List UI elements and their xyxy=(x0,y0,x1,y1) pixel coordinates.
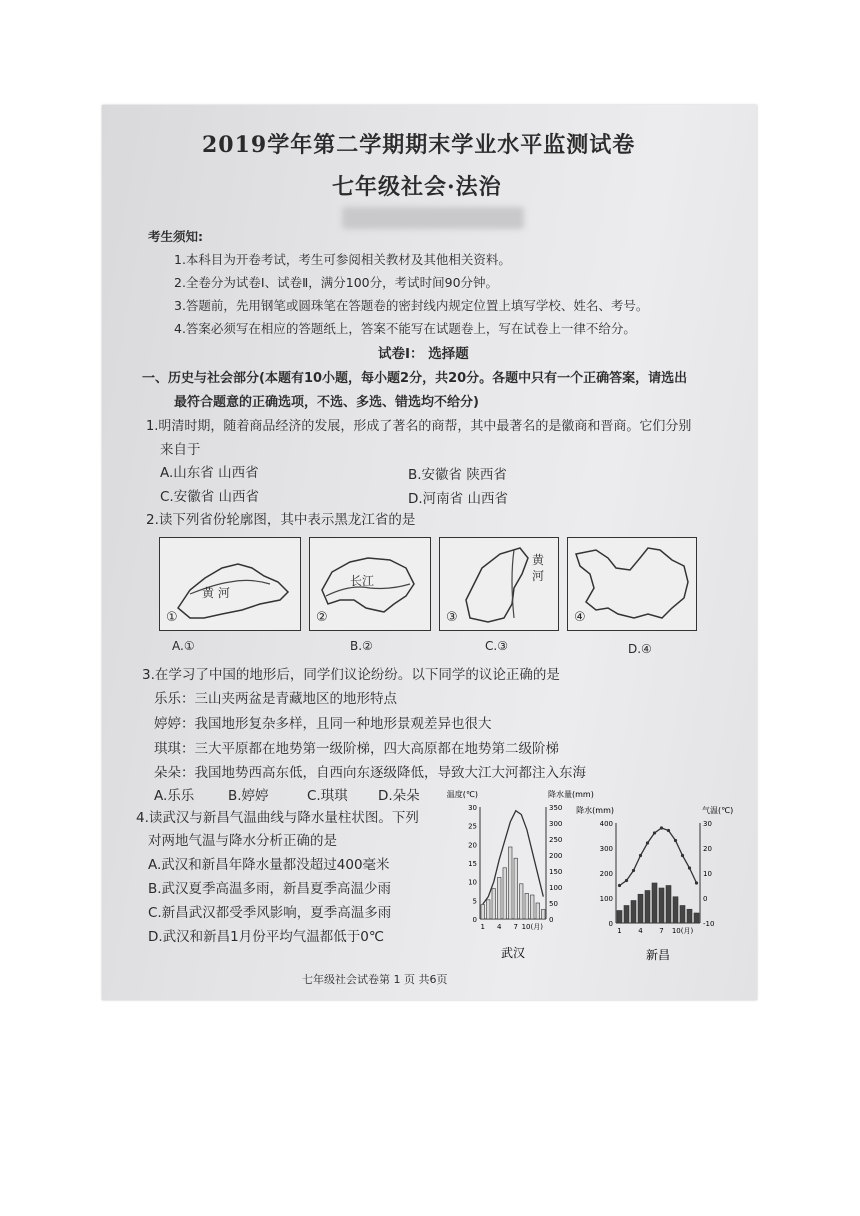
y-tick-left: 400 xyxy=(599,820,613,828)
notice-heading: 考生须知: xyxy=(148,229,203,244)
map-number: ④ xyxy=(574,610,586,625)
map-label: 黄 河 xyxy=(202,586,230,600)
q1-option-b[interactable]: B.安徽省 陕西省 xyxy=(408,467,507,483)
q4-option-a[interactable]: A.武汉和新昌年降水量都没超过400毫米 xyxy=(148,857,390,873)
y-tick-right: 250 xyxy=(549,836,563,844)
page-footer: 七年级社会试卷第 1 页 共6页 xyxy=(302,973,448,986)
q1-stem-cont: 来自于 xyxy=(160,442,201,458)
precip-bar xyxy=(520,884,524,919)
map-4 xyxy=(567,537,697,631)
y-tick-right: 30 xyxy=(703,820,712,828)
y-tick-right: 150 xyxy=(549,868,563,876)
y-tick-right: 50 xyxy=(549,900,558,908)
notice-item: 2.全卷分为试卷Ⅰ、试卷Ⅱ，满分100分，考试时间90分钟。 xyxy=(174,275,499,290)
notice-item: 1.本科目为开卷考试，考生可参阅相关教材及其他相关资料。 xyxy=(174,252,511,267)
precip-bar xyxy=(536,903,540,919)
map-label: 长江 xyxy=(350,574,375,588)
y-tick-right: 10 xyxy=(703,870,712,878)
y-tick-left: 5 xyxy=(472,897,477,906)
y-tick-left: 0 xyxy=(472,916,477,924)
climate-chart-wuhan xyxy=(446,785,594,965)
chart-xinchang-svg xyxy=(576,791,734,966)
x-tick: 1 xyxy=(617,927,622,935)
q4-option-b[interactable]: B.武汉夏季高温多雨，新昌夏季高温少雨 xyxy=(148,881,392,897)
map-label: 黄 河 xyxy=(532,553,545,583)
map-number: ① xyxy=(166,610,178,625)
y-tick-left: 30 xyxy=(468,804,477,812)
y-tick-left: 100 xyxy=(599,895,613,903)
map-3 xyxy=(439,537,559,631)
precip-bar xyxy=(503,868,507,919)
precip-bar xyxy=(481,905,485,919)
q2-option-c[interactable]: C.③ xyxy=(485,639,508,653)
precip-bar xyxy=(652,883,657,923)
precip-bar xyxy=(645,891,650,924)
precip-bar xyxy=(514,858,518,919)
q4-stem-cont: 对两地气温与降水分析正确的是 xyxy=(148,833,337,849)
climate-chart-xinchang xyxy=(576,791,734,966)
y-tick-right: 350 xyxy=(549,804,563,812)
q3-option-b[interactable]: B.婷婷 xyxy=(228,788,269,804)
notice-item: 4.答案必须写在相应的答题纸上，答案不能写在试题卷上，写在试卷上一律不给分。 xyxy=(174,321,636,336)
notice-item: 3.答题前，先用钢笔或圆珠笔在答题卷的密封线内规定位置上填写学校、姓名、考号。 xyxy=(174,298,649,313)
x-tick: 1 xyxy=(480,923,485,931)
y-tick-left: 10 xyxy=(468,878,477,887)
precip-bar xyxy=(659,888,664,923)
precip-bar xyxy=(624,906,629,924)
paper-title: 试卷Ⅰ： 选择题 xyxy=(378,346,469,362)
q3-option-d[interactable]: D.朵朵 xyxy=(378,788,420,804)
y-tick-right: 20 xyxy=(703,845,712,853)
x-tick: 7 xyxy=(659,927,664,935)
q1-option-a[interactable]: A.山东省 山西省 xyxy=(160,465,259,481)
q2-stem: 2.读下列省份轮廓图，其中表示黑龙江省的是 xyxy=(146,512,416,528)
y-tick-left: 200 xyxy=(599,870,613,878)
x-tick: 4 xyxy=(497,923,502,931)
y-tick-left: 300 xyxy=(599,845,613,853)
chart-title: 武汉 xyxy=(500,946,526,960)
precip-bar xyxy=(487,900,491,919)
q3-stem: 3.在学习了中国的地形后，同学们议论纷纷。以下同学的议论正确的是 xyxy=(142,667,560,683)
x-tick: 10(月) xyxy=(521,923,543,931)
exam-title: 2019学年第二学期期末学业水平监测试卷 xyxy=(202,132,636,158)
precip-bar xyxy=(666,886,671,924)
y-tick-right: 100 xyxy=(549,884,563,892)
q1-stem: 1.明清时期，随着商品经济的发展，形成了著名的商帮，其中最著名的是徽商和晋商。它们分别 xyxy=(146,419,692,434)
precip-bar xyxy=(509,847,513,919)
precip-bar xyxy=(680,906,685,924)
q3-statement: 琪琪：三大平原都在地势第一级阶梯，四大高原都在地势第二级阶梯 xyxy=(154,741,559,757)
province-outline xyxy=(178,564,288,618)
province-outline xyxy=(576,548,688,618)
q4-option-d[interactable]: D.武汉和新昌1月份平均气温都低于0℃ xyxy=(148,929,385,945)
precip-bar xyxy=(694,913,699,923)
x-tick: 10(月) xyxy=(671,927,694,935)
precip-bar xyxy=(525,893,529,919)
q4-option-c[interactable]: C.新昌武汉都受季风影响，夏季高温多雨 xyxy=(148,905,392,921)
y-tick-left: 15 xyxy=(468,860,477,868)
y-tick-left: 0 xyxy=(608,920,613,928)
q2-option-a[interactable]: A.① xyxy=(172,639,195,653)
precip-bar xyxy=(673,897,678,923)
q3-option-a[interactable]: A.乐乐 xyxy=(154,788,195,804)
chart-wuhan-svg xyxy=(446,785,594,965)
y-tick-right: 300 xyxy=(549,820,563,828)
exam-sheet xyxy=(102,105,757,1000)
section-heading: 一、历史与社会部分(本题有10小题，每小题2分，共20分。各题中只有一个正确答案，请选出 xyxy=(142,371,688,386)
province-outline xyxy=(466,548,528,622)
y-axis-label-right: 降水量(mm) xyxy=(548,790,594,799)
river-line xyxy=(512,550,514,618)
precip-bar xyxy=(492,889,496,919)
precip-bar xyxy=(638,894,643,923)
chart-title: 新昌 xyxy=(645,948,671,962)
exam-subtitle: 七年级社会·法治 xyxy=(332,174,502,200)
map-1 xyxy=(159,537,301,631)
q4-stem: 4.读武汉与新昌气温曲线与降水量柱状图。下列 xyxy=(136,810,419,826)
q3-statement: 朵朵：我国地势西高东低，自西向东逐级降低，导致大江大河都注入东海 xyxy=(154,765,586,781)
y-tick-right: 200 xyxy=(549,852,563,860)
q3-statement: 乐乐：三山夹两盆是青藏地区的地形特点 xyxy=(154,691,397,707)
y-tick-right: 0 xyxy=(549,916,554,924)
q2-option-b[interactable]: B.② xyxy=(350,639,373,653)
temp-curve xyxy=(620,828,697,886)
x-tick: 7 xyxy=(513,923,518,931)
map-2 xyxy=(309,537,431,631)
precip-bar xyxy=(498,877,502,919)
precip-bar xyxy=(531,895,535,919)
map-number: ② xyxy=(316,610,328,625)
y-axis-label-left: 温度(℃) xyxy=(446,790,478,799)
precip-bar xyxy=(542,909,546,919)
precip-bar xyxy=(631,901,636,924)
y-tick-left: 25 xyxy=(468,822,477,831)
redacted-area xyxy=(342,207,524,229)
precip-bar xyxy=(617,911,622,924)
section-heading-cont: 最符合题意的正确选项，不选、多选、错选均不给分) xyxy=(174,395,479,410)
y-tick-left: 20 xyxy=(468,841,477,850)
map-number: ③ xyxy=(446,610,458,625)
y-axis-label-left: 降水(mm) xyxy=(576,806,614,815)
q3-option-c[interactable]: C.琪琪 xyxy=(307,788,348,804)
q1-option-c[interactable]: C.安徽省 山西省 xyxy=(160,489,260,505)
y-tick-right: -10 xyxy=(703,920,715,928)
q2-option-d[interactable]: D.④ xyxy=(628,642,652,656)
x-tick: 4 xyxy=(638,927,643,935)
y-axis-label-right: 气温(℃) xyxy=(702,806,734,815)
q3-statement: 婷婷：我国地形复杂多样，且同一种地形景观差异也很大 xyxy=(154,716,492,732)
y-tick-right: 0 xyxy=(703,895,708,903)
precip-bar xyxy=(687,909,692,923)
q1-option-d[interactable]: D.河南省 山西省 xyxy=(408,491,508,507)
